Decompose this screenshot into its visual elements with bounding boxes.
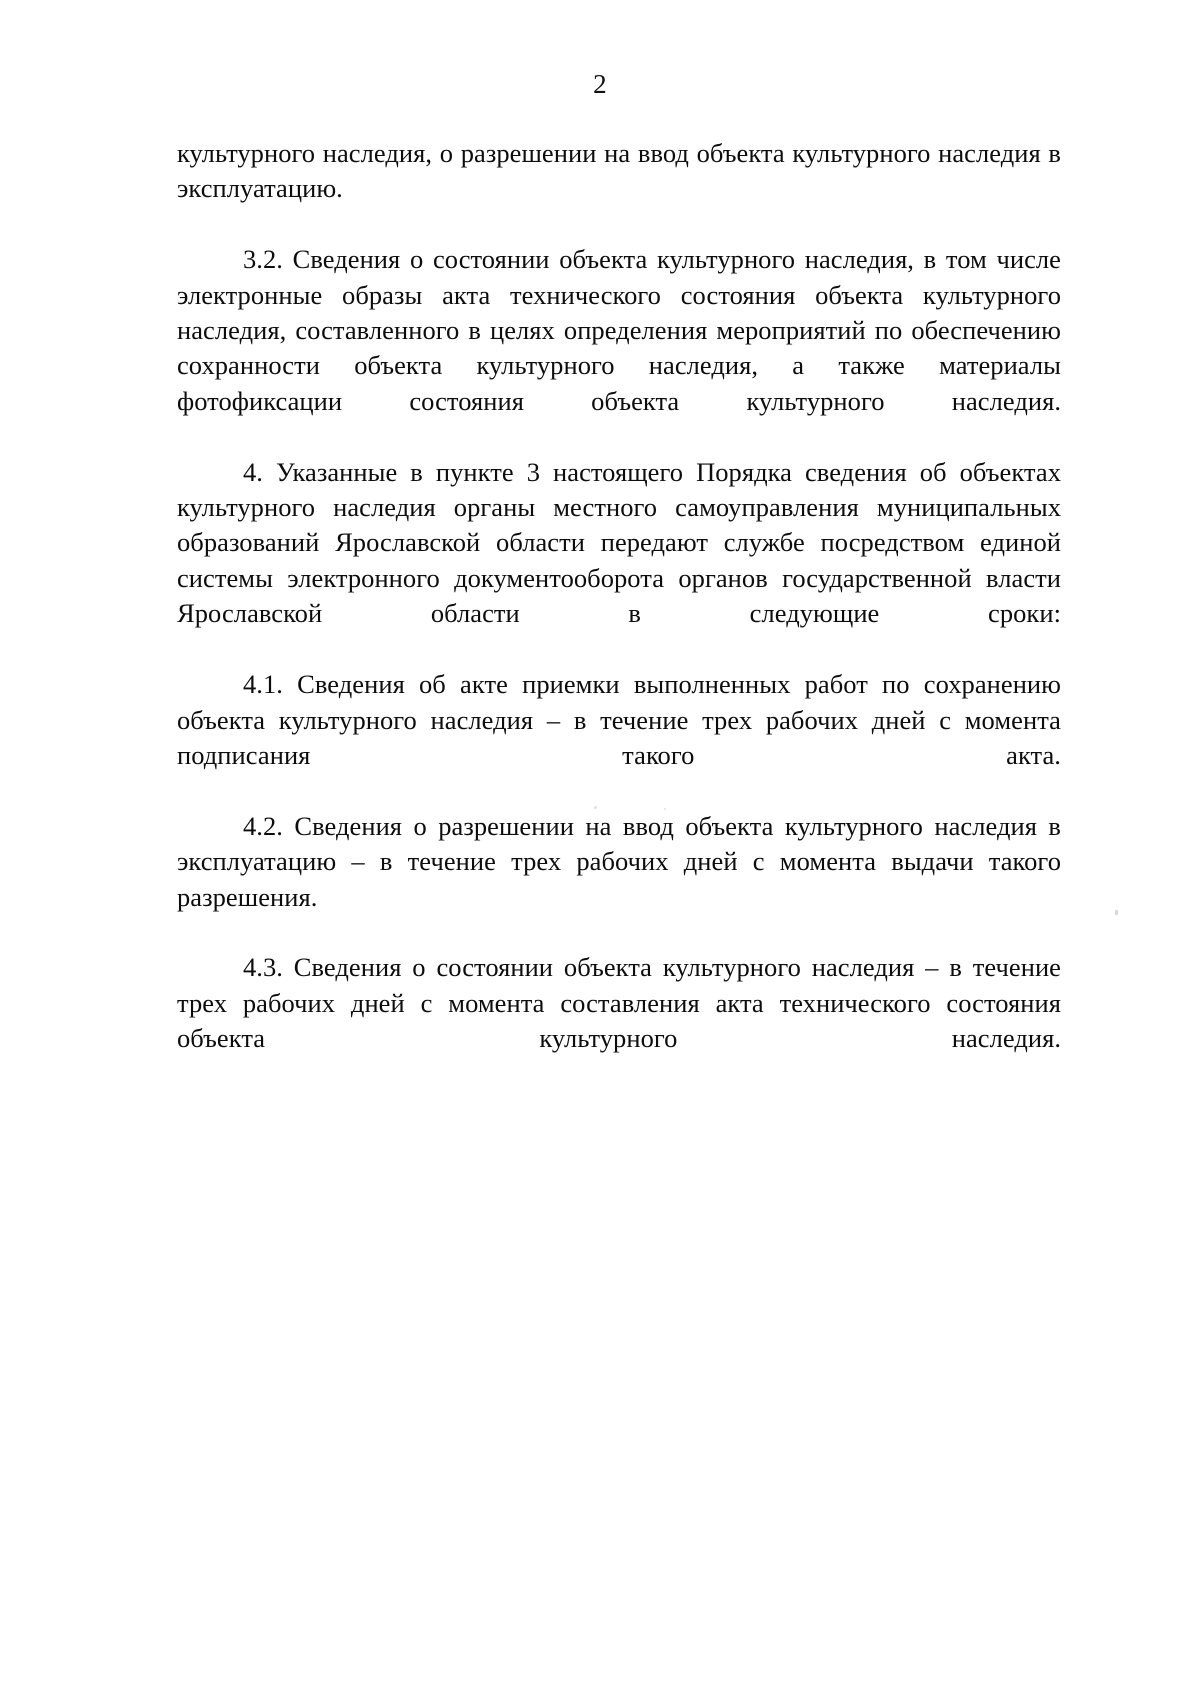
scan-speckle	[594, 806, 597, 809]
paragraph-continuation: культурного наследия, о разрешении на ввод объекта культурного наследия в эксплуатацию.	[177, 138, 1061, 204]
paragraph-4: 4. Указанные в пункте 3 настоящего Порядка сведения об объектах культурного наследия органы местного самоуправления муниципальных образований Ярославской области передают службе посредством единой системы электронного документооборота органов государственной власти Ярославской области в следующие сроки:	[177, 456, 1061, 629]
document-body	[177, 136, 1061, 1092]
paragraph-4-1: 4.1. Сведения об акте приемки выполненных работ по сохранению объекта культурного наследия – в течение трех рабочих дней с момента подписания такого акта.	[177, 669, 1061, 770]
paragraph-3-2: 3.2. Сведения о состоянии объекта культурного наследия, в том числе электронные образы акта технического состояния объекта культурного наследия, составленного в целях определения мероприятий по обеспечению сохранности объекта культурного наследия, а также материалы фотофиксации состояния объекта культурного наследия.	[177, 244, 1061, 416]
paragraph-4-3: 4.3. Сведения о состоянии объекта культурного наследия – в течение трех рабочих дней с момента составления акта технического состояния объекта культурного наследия.	[177, 952, 1061, 1054]
paragraph-4-2: 4.2. Сведения о разрешении на ввод объекта культурного наследия в эксплуатацию – в течение трех рабочих дней с момента выдачи такого разрешения.	[177, 810, 1061, 912]
page-number: 2	[593, 69, 607, 99]
scan-speckle	[1115, 910, 1118, 915]
scan-speckle	[664, 808, 666, 810]
